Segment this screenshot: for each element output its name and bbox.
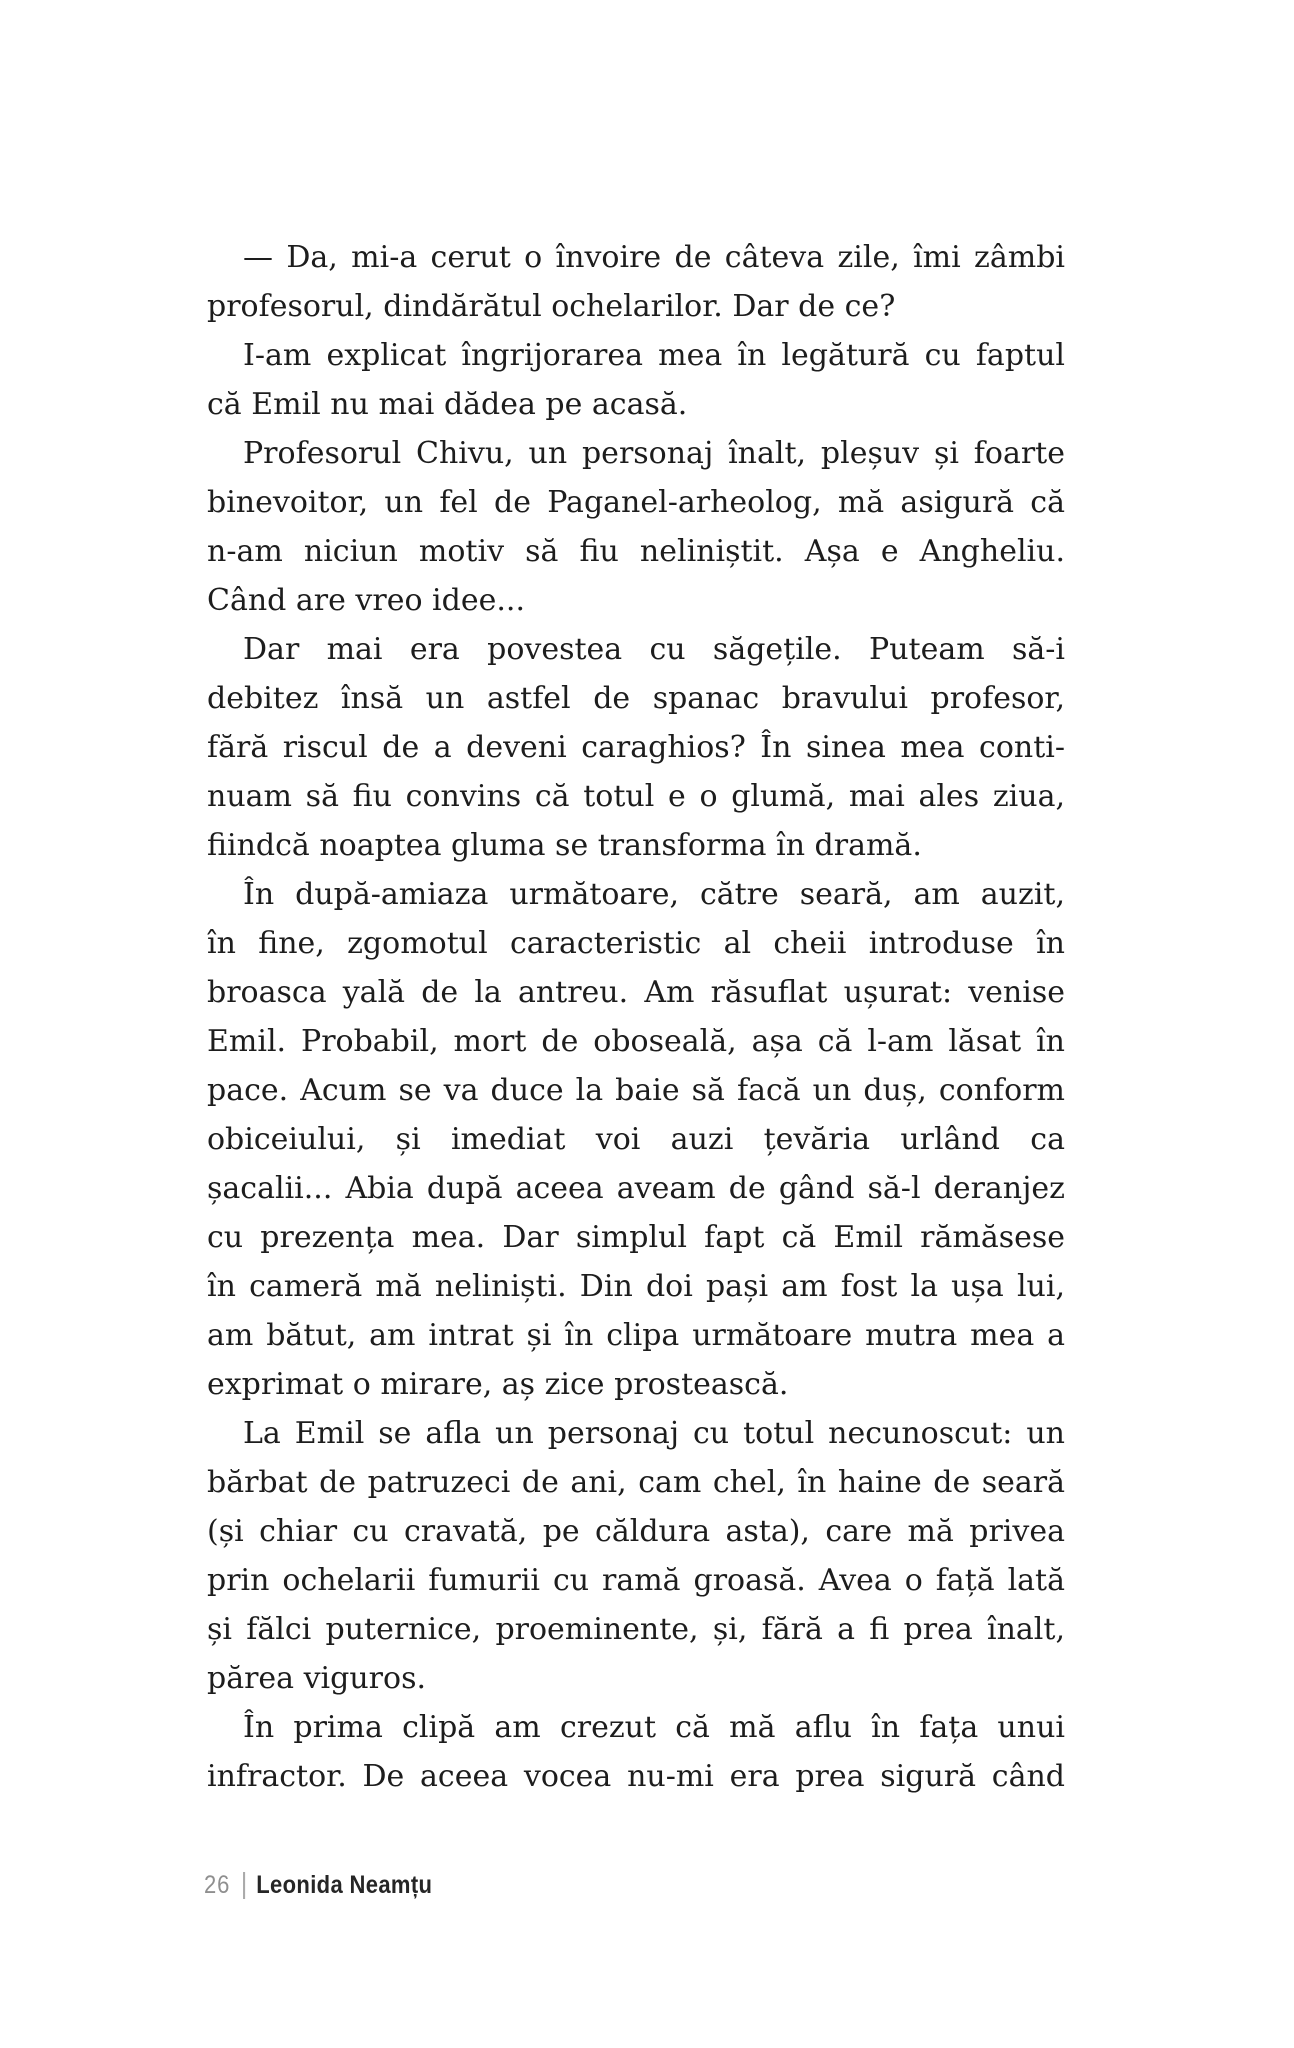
text-line: în cameră mă neliniști. Din doi pași am fost la ușa lui, [207, 1269, 1065, 1304]
text-line: La Emil se afla un personaj cu totul necunoscut: un [243, 1416, 1065, 1451]
text-line: (și chiar cu cravată, pe căldura asta), care mă privea [207, 1514, 1065, 1549]
text-line: că Emil nu mai dădea pe acasă. [207, 387, 688, 422]
text-line: părea viguros. [207, 1661, 427, 1696]
page-number: 26 [204, 1871, 231, 1899]
page-footer [204, 1869, 432, 1902]
paragraph [207, 429, 1065, 625]
text-line: bărbat de patruzeci de ani, cam chel, în haine de seară [207, 1465, 1065, 1500]
text-line: binevoitor, un fel de Paganel-arheolog, mă asigură că [207, 485, 1065, 520]
text-line: n-am niciun motiv să fiu neliniștit. Așa e Angheliu. [207, 534, 1065, 569]
text-line: nuam să fiu convins că totul e o glumă, mai ales ziua, [207, 779, 1065, 814]
text-line: broasca yală de la antreu. Am răsuflat ușurat: venise [207, 975, 1065, 1010]
text-line: pace. Acum se va duce la baie să facă un duș, conform [207, 1073, 1065, 1108]
paragraph [207, 1409, 1065, 1703]
paragraph [207, 625, 1065, 870]
text-line: Emil. Probabil, mort de oboseală, așa că l-am lăsat în [207, 1024, 1065, 1059]
paragraph [207, 331, 1065, 429]
text-line: în fine, zgomotul caracteristic al cheii introduse în [207, 926, 1065, 961]
text-line: debitez însă un astfel de spanac bravului profesor, [207, 681, 1065, 716]
text-line: În după-amiaza următoare, către seară, am auzit, [243, 877, 1065, 912]
text-line: — Da, mi-a cerut o învoire de câteva zile, îmi zâmbi [243, 240, 1065, 275]
text-line: obiceiului, și imediat voi auzi țevăria urlând ca [207, 1122, 1065, 1157]
text-line: fiindcă noaptea gluma se transforma în dramă. [207, 828, 922, 863]
text-line: fără riscul de a deveni caraghios? În sinea mea conti- [207, 730, 1065, 765]
text-line: prin ochelarii fumurii cu ramă groasă. Avea o față lată [207, 1563, 1065, 1598]
footer-separator: | [240, 1868, 248, 1900]
text-line: Dar mai era povestea cu săgețile. Puteam să-i [243, 632, 1065, 667]
text-line: exprimat o mirare, aș zice prostească. [207, 1367, 789, 1402]
text-line: am bătut, am intrat și în clipa următoare mutra mea a [207, 1318, 1065, 1353]
text-line: infractor. De aceea vocea nu-mi era prea sigură când [207, 1759, 1065, 1794]
body-text [207, 233, 1065, 1801]
text-line: Când are vreo idee... [207, 583, 525, 618]
paragraph [207, 870, 1065, 1409]
text-line: În prima clipă am crezut că mă aflu în fața unui [243, 1710, 1065, 1745]
text-line: cu prezența mea. Dar simplul fapt că Emil rămăsese [207, 1220, 1065, 1255]
text-line: profesorul, dindărătul ochelarilor. Dar de ce? [207, 289, 896, 324]
footer-author: Leonida Neamțu [256, 1871, 433, 1899]
text-line: Profesorul Chivu, un personaj înalt, pleșuv și foarte [243, 436, 1065, 471]
paragraph [207, 233, 1065, 331]
text-line: I-am explicat îngrijorarea mea în legătură cu faptul [243, 338, 1065, 373]
text-line: și fălci puternice, proeminente, și, fără a fi prea înalt, [207, 1612, 1065, 1647]
text-line: șacalii... Abia după aceea aveam de gând să-l deranjez [207, 1171, 1065, 1206]
paragraph [207, 1703, 1065, 1801]
